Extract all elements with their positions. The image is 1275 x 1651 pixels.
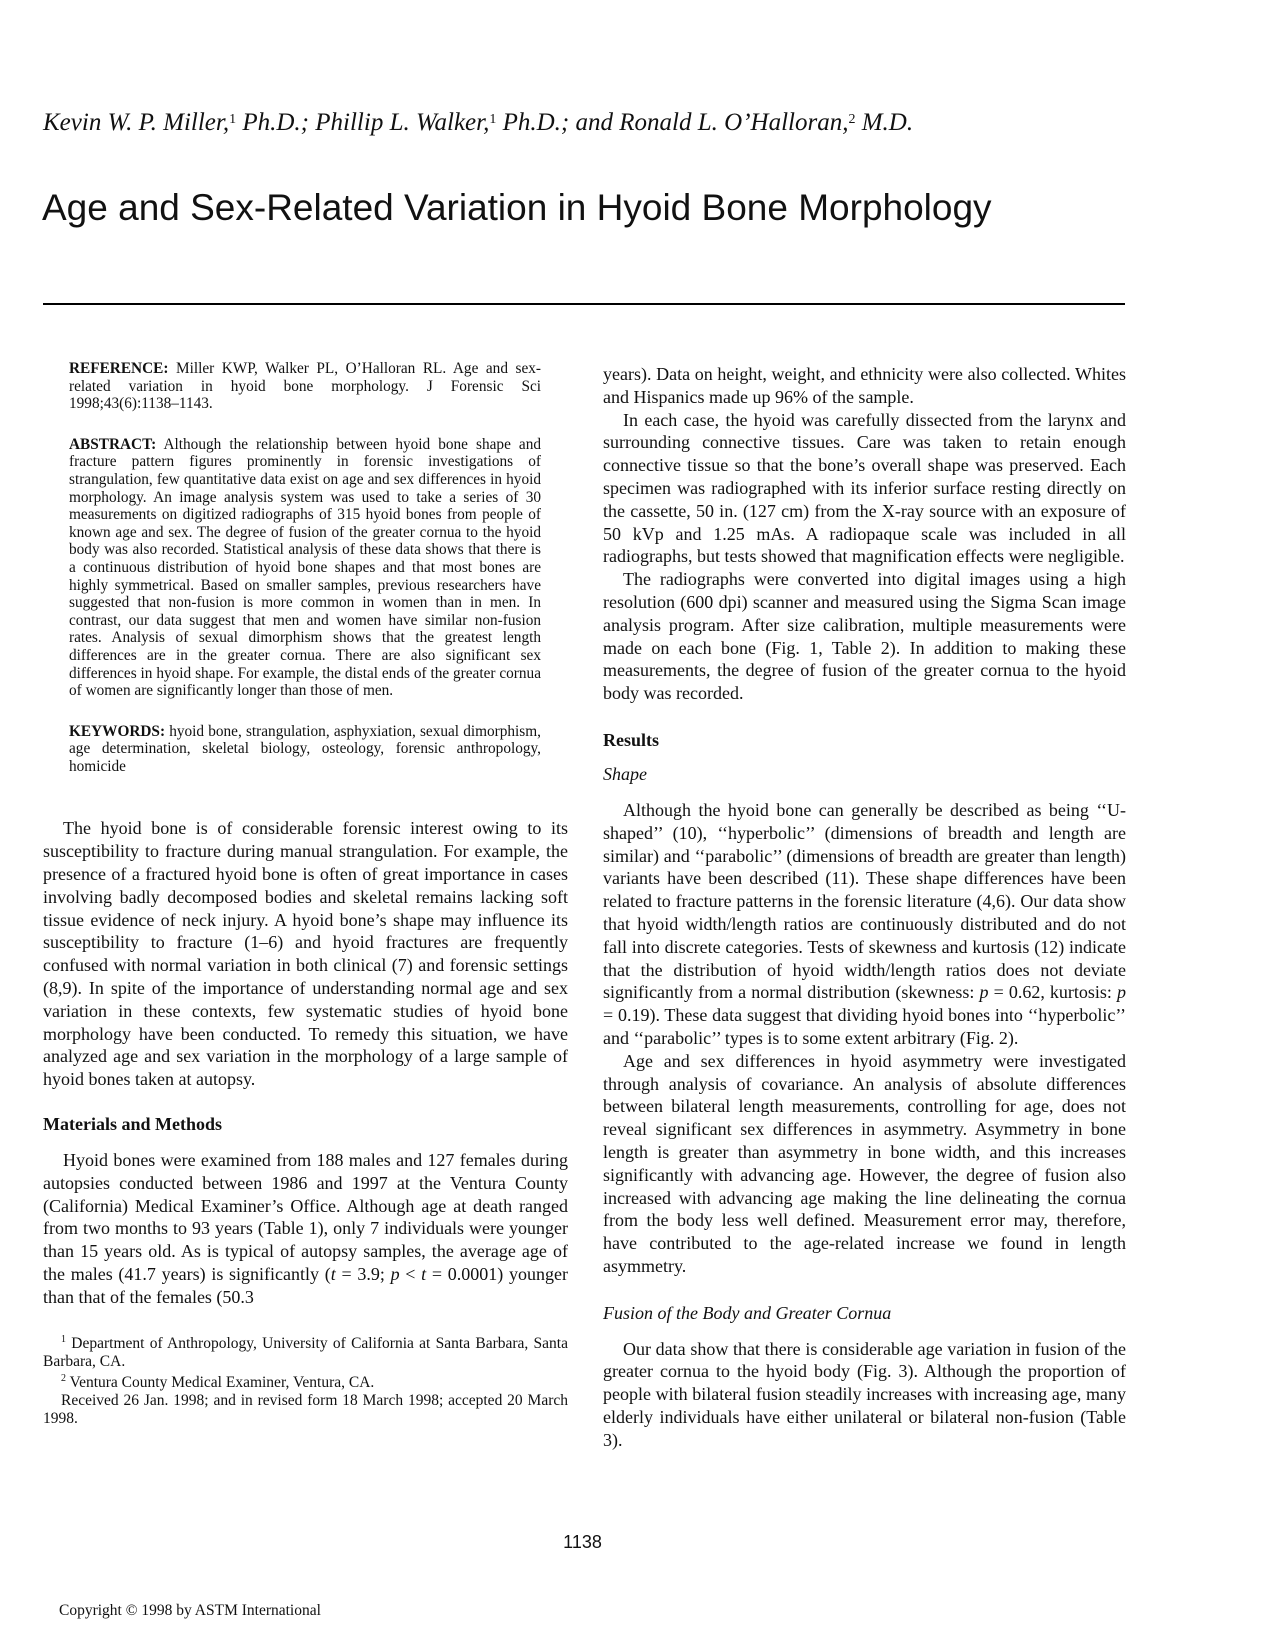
- front-matter: [69, 360, 541, 775]
- author-line: [43, 108, 1143, 138]
- reference-text: Miller KWP, Walker PL, O’Halloran RL. Age and sex-related variation in hyoid bone morphology. J Forensic Sci 1998;43(6):1138–1143.: [69, 360, 541, 413]
- methods-text: = 0.0001) younger than that of the females (50.3: [43, 1264, 568, 1307]
- author-name: Phillip L. Walker,: [315, 109, 490, 136]
- keywords-label: KEYWORDS:: [69, 722, 166, 740]
- stat-symbol: p: [979, 982, 989, 1003]
- footnote-2: [43, 1370, 568, 1392]
- footnote-mark: 2: [61, 1373, 66, 1385]
- stat-symbol: p: [1117, 982, 1126, 1003]
- fusion-subheading: Fusion of the Body and Greater Cornua: [603, 1302, 892, 1323]
- copyright-notice: Copyright © 1998 by ASTM International: [59, 1602, 321, 1619]
- dissection-paragraph: In each case, the hyoid was carefully dissected from the larynx and surrounding connective tissues. Care was taken to retain enough connective tissue so that the bone’s overall shape was preserved. Each specimen was radiographed with its inferior surface resting directly on the cassette, 50 in. (127 cm) from the X-ray source with an exposure of 50 kVp and 1.25 mAs. A radiopaque scale was included in all radiographs, but tests showed that magnification effects were negligible.: [603, 409, 1126, 567]
- stat-symbol: p: [390, 1264, 400, 1285]
- shape-text: = 0.62, kurtosis:: [988, 982, 1117, 1003]
- footnote-text: Department of Anthropology, University of California at Santa Barbara, Santa Barbara, CA.: [43, 1334, 568, 1370]
- shape-paragraph: [603, 799, 1126, 1050]
- abstract-label: ABSTRACT:: [69, 435, 157, 453]
- left-column: [43, 360, 568, 1428]
- footnote-mark: 1: [61, 1333, 66, 1345]
- page-number: 1138: [563, 1532, 602, 1552]
- asymmetry-paragraph: Age and sex differences in hyoid asymmetry were investigated through analysis of covariance. An analysis of absolute differences between bilateral length measurements, controlling for age, does not reveal significant sex differences in asymmetry. Asymmetry in bone length is greater than asymmetry in bone width, and this increases significantly with advancing age. However, the degree of fusion also increased with advancing age making the line delineating the cornua from the body less well defined. Measurement error may, therefore, have contributed to the age-related increase we found in length asymmetry.: [603, 1050, 1126, 1276]
- shape-text: Although the hyoid bone can generally be described as being ‘‘U-shaped’’ (10), ‘‘hyperbolic’’ (dimensions of breadth and length are similar) and ‘‘parabolic’’ (dimensions of breadth are greater than length) variants have been described (11). These shape differences have been related to fracture patterns in the forensic literature (4,6). Our data show that hyoid width/length ratios are continuously distributed and do not fall into discrete categories. Tests of skewness and kurtosis (12) indicate that the distribution of hyoid width/length ratios does not deviate significantly from a normal distribution (skewness:: [603, 799, 1126, 1003]
- shape-subheading: Shape: [603, 763, 647, 784]
- methods-text: = 3.9;: [335, 1264, 391, 1285]
- author-name: Ronald L. O’Halloran,: [619, 109, 849, 136]
- author-suffix: Ph.D.;: [236, 109, 316, 136]
- received-dates: Received 26 Jan. 1998; and in revised form 18 March 1998; accepted 20 March 1998.: [43, 1392, 568, 1428]
- reference-label: REFERENCE:: [69, 360, 169, 377]
- affiliation-mark: 1: [489, 112, 497, 127]
- article-title: Age and Sex-Related Variation in Hyoid Bone Morphology: [42, 187, 992, 228]
- footnotes: [43, 1331, 568, 1428]
- reference-block: [69, 360, 541, 413]
- footnote-text: Ventura County Medical Examiner, Ventura, CA.: [66, 1374, 375, 1392]
- abstract-text: Although the relationship between hyoid bone shape and fracture pattern figures prominently in forensic investigations of strangulation, few quantitative data exist on age and sex differences in hyoid morphology. An image analysis system was used to take a series of 30 measurements on digitized radiographs of 315 hyoid bones from people of known age and sex. The degree of fusion of the greater cornua to the hyoid body was also recorded. Statistical analysis of these data shows that there is a continuous distribution of hyoid bone shapes and that most bones are highly symmetrical. Based on smaller samples, previous researchers have suggested that non-fusion is more common in women than in men. In contrast, our data suggest that men and women have similar non-fusion rates. Analysis of sexual dimorphism shows that the greatest length differences are in the greater cornua. There are also significant sex differences in hyoid shape. For example, the distal ends of the greater cornua of women are significantly longer than those of men.: [69, 435, 541, 700]
- affiliation-mark: 1: [229, 112, 237, 127]
- fusion-paragraph: Our data show that there is considerable age variation in fusion of the greater cornua to the hyoid body (Fig. 3). Although the proportion of people with bilateral fusion steadily increases with increasing age, many elderly individuals have either unilateral or bilateral non-fusion (Table 3).: [603, 1338, 1126, 1450]
- abstract-block: [69, 436, 541, 700]
- affiliation-mark: 2: [848, 112, 856, 127]
- continued-paragraph: years). Data on height, weight, and ethnicity were also collected. Whites and Hispanics made up 96% of the sample.: [603, 364, 1126, 407]
- footnote-1: [43, 1331, 568, 1371]
- author-suffix: M.D.: [855, 109, 914, 136]
- author-name: Kevin W. P. Miller,: [43, 109, 230, 136]
- methods-paragraph: [43, 1149, 568, 1309]
- author-suffix: Ph.D.; and: [496, 109, 620, 136]
- stat-symbol: t: [421, 1264, 427, 1285]
- methods-text: Hyoid bones were examined from 188 males and 127 females during autopsies conducted between 1986 and 1997 at the Ventura County (California) Medical Examiner’s Office. Although age at death ranged from two months to 93 years (Table 1), only 7 individuals were younger than 15 years old. As is typical of autopsy samples, the average age of the males (41.7 years) is significantly (: [43, 1150, 568, 1285]
- keywords-text: hyoid bone, strangulation, asphyxiation, sexual dimorphism, age determination, skeletal biology, osteology, forensic anthropology, homicide: [69, 722, 541, 775]
- stat-symbol: t: [330, 1264, 336, 1285]
- methods-heading: Materials and Methods: [43, 1114, 222, 1135]
- title-rule: [43, 303, 1125, 305]
- keywords-block: [69, 723, 541, 776]
- results-heading: Results: [603, 729, 660, 750]
- methods-text: <: [399, 1264, 422, 1285]
- radiograph-paragraph: The radiographs were converted into digital images using a high resolution (600 dpi) scanner and measured using the Sigma Scan image analysis program. After size calibration, multiple measurements were made on each bone (Fig. 1, Table 2). In addition to making these measurements, the degree of fusion of the greater cornua to the hyoid body was recorded.: [603, 569, 1126, 704]
- right-column: [603, 363, 1126, 1452]
- intro-paragraph: The hyoid bone is of considerable forensic interest owing to its susceptibility to fracture during manual strangulation. For example, the presence of a fractured hyoid bone is often of great importance in cases involving badly decomposed bodies and skeletal remains lacking soft tissue evidence of neck injury. A hyoid bone’s shape may influence its susceptibility to fracture (1–6) and hyoid fractures are frequently confused with normal variation in both clinical (7) and forensic settings (8,9). In spite of the importance of understanding normal age and sex variation in these contexts, few systematic studies of hyoid bone morphology have been conducted. To remedy this situation, we have analyzed age and sex variation in the morphology of a large sample of hyoid bones taken at autopsy.: [43, 818, 568, 1090]
- shape-text: = 0.19). These data suggest that dividing hyoid bones into ‘‘hyperbolic’’ and ‘‘parabolic’’ types is to some extent arbitrary (Fig. 2).: [603, 1005, 1126, 1048]
